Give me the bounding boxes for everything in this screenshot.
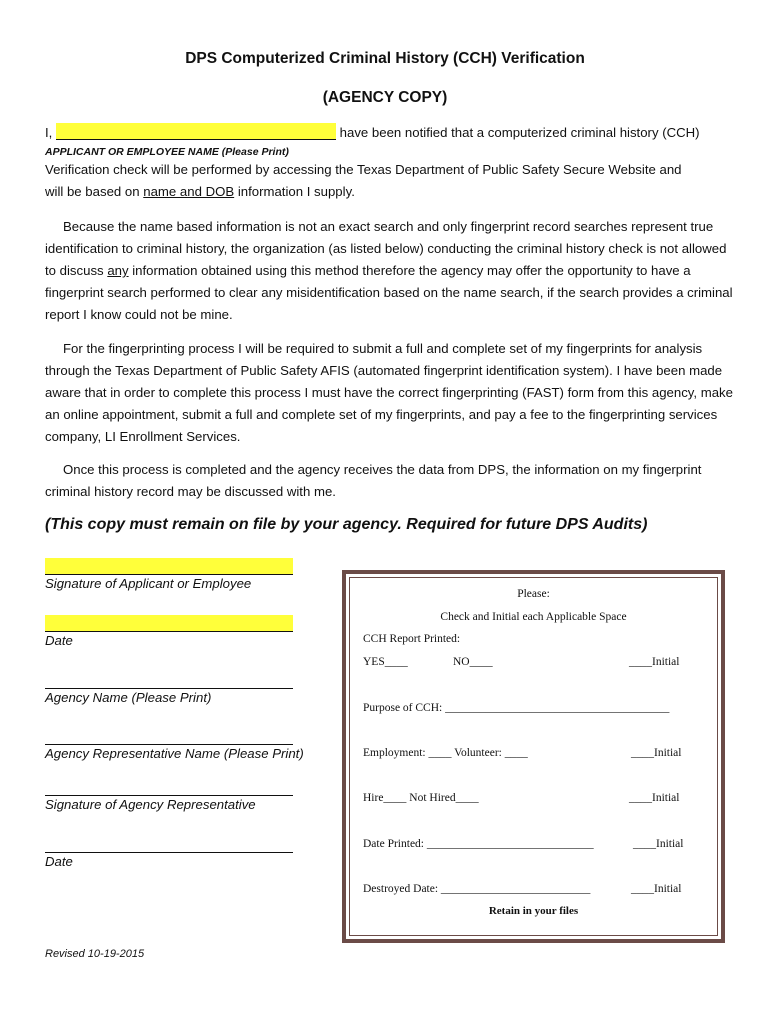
date-printed-field[interactable]: Date Printed: _____________________________: [363, 838, 594, 850]
cch-printed-label: CCH Report Printed:: [363, 633, 461, 645]
intro-suffix: have been notified that a computerized criminal history (CCH): [339, 125, 700, 140]
agency-rep-name-label: Agency Representative Name (Please Print): [45, 746, 304, 761]
paragraph-name-search: Because the name based information is not an exact search and only fingerprint record searches represent true identification to criminal history, the organization (as listed below) conducting the criminal history check is not allowed to discuss any information obtained using this method therefore the agency may offer the opportunity to have a fingerprint search performed to clear any misidentification based on the name search, if the search provides a criminal report I know could not be mine.: [45, 219, 733, 322]
applicant-date-label: Date: [45, 633, 73, 648]
retain-note: Retain in your files: [488, 905, 579, 917]
agency-date-label: Date: [45, 854, 73, 869]
intro-line-3: will be based on name and DOB information I supply.: [45, 184, 355, 199]
revision-date: Revised 10-19-2015: [45, 948, 145, 960]
applicant-signature-label: Signature of Applicant or Employee: [45, 576, 252, 591]
hire-initial[interactable]: ____Initial: [629, 792, 680, 804]
employment-initial[interactable]: ____Initial: [631, 747, 682, 759]
cch-printed-initial[interactable]: ____Initial: [629, 656, 680, 668]
paragraph-completion: Once this process is completed and the agency receives the data from DPS, the information on my fingerprint criminal history record may be discussed with me.: [45, 462, 702, 499]
form-title: DPS Computerized Criminal History (CCH) Verification: [185, 50, 585, 67]
date-printed-initial[interactable]: ____Initial: [633, 838, 684, 850]
intro-line: [45, 122, 745, 144]
applicant-name-field[interactable]: [56, 123, 336, 140]
form-subtitle: (AGENCY COPY): [322, 89, 448, 106]
box-instruction: Check and Initial each Applicable Space: [440, 611, 627, 623]
employment-volunteer-field[interactable]: Employment: ____ Volunteer: ____: [363, 747, 528, 759]
box-please: Please:: [517, 588, 550, 600]
paragraph-fingerprinting: For the fingerprinting process I will be required to submit a full and complete set of my fingerprints for analysis through the Texas Department of Public Safety AFIS (automated fingerprint identification system). I have been made aware that in order to complete this process I must have the correct fingerprinting (FAST) form from this agency, make an online appointment, submit a full and complete set of my fingerprints, and pay a fee to the fingerprinting services company, LI Enrollment Services.: [45, 341, 733, 444]
applicant-date-line[interactable]: [45, 615, 293, 632]
name-dob-underlined: name and DOB: [143, 184, 235, 199]
no-field[interactable]: NO____: [453, 656, 493, 668]
destroyed-date-initial[interactable]: ____Initial: [631, 883, 682, 895]
any-underlined: any: [107, 263, 129, 278]
agency-rep-name-line[interactable]: [45, 728, 293, 745]
yes-field[interactable]: YES____: [363, 656, 408, 668]
audit-notice: (This copy must remain on file by your agency. Required for future DPS Audits): [45, 516, 648, 533]
intro-prefix: I,: [45, 125, 53, 140]
agency-name-line[interactable]: [45, 672, 293, 689]
agency-date-line[interactable]: [45, 836, 293, 853]
applicant-signature-line[interactable]: [45, 558, 293, 575]
name-field-label: APPLICANT OR EMPLOYEE NAME (Please Print): [45, 146, 289, 158]
purpose-field[interactable]: Purpose of CCH: _______________________________________: [363, 702, 670, 714]
intro-line-2: Verification check will be performed by accessing the Texas Department of Public Safety Secure Website and: [45, 162, 682, 177]
agency-rep-signature-line[interactable]: [45, 779, 293, 796]
agency-rep-signature-label: Signature of Agency Representative: [45, 797, 256, 812]
destroyed-date-field[interactable]: Destroyed Date: __________________________: [363, 883, 591, 895]
agency-name-label: Agency Name (Please Print): [45, 690, 212, 705]
hire-field[interactable]: Hire____ Not Hired____: [363, 792, 479, 804]
